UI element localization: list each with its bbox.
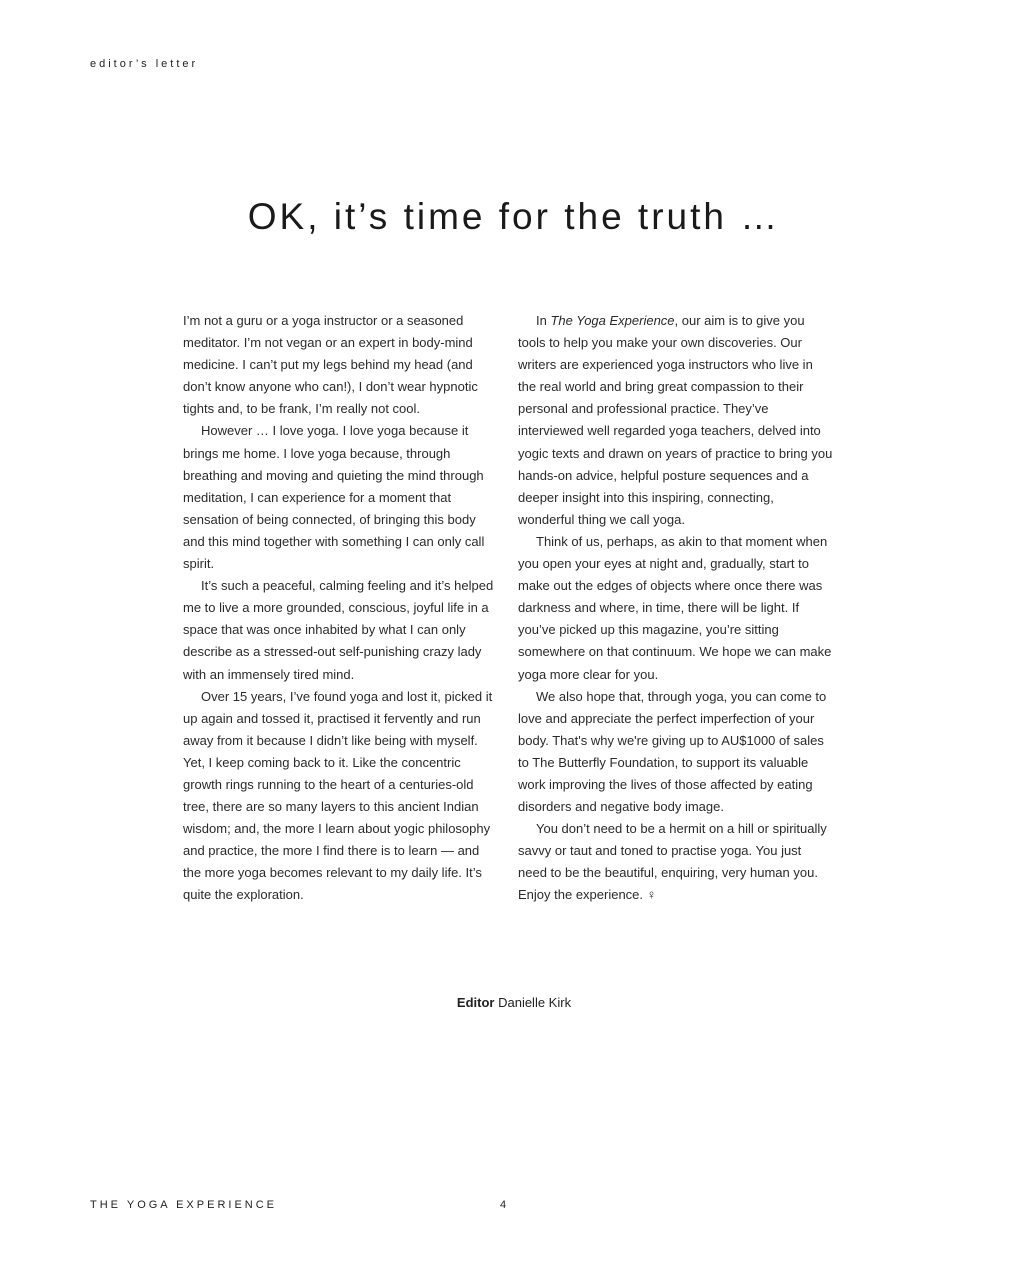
paragraph: We also hope that, through yoga, you can come to love and appreciate the perfect imperfection of your body. That's why we're giving up to AU$1000 of sales to The Butterfly Foundation, to support its valuable work improving the lives of those affected by eating disorders and negative body image. xyxy=(518,688,827,815)
footer-publication: THE YOGA EXPERIENCE xyxy=(90,1199,278,1211)
page-number: 4 xyxy=(500,1199,507,1211)
editor-signature xyxy=(0,995,1028,1010)
article-body xyxy=(183,310,833,907)
paragraph-prefix: In xyxy=(536,313,551,328)
paragraph: It’s such a peaceful, calming feeling and it’s helped me to live a more grounded, conscious, joyful life in a space that was once inhabited by what I can only describe as a stressed-out self-punishing crazy lady with an immensely tired mind. xyxy=(183,578,494,682)
paragraph: Think of us, perhaps, as akin to that moment when you open your eyes at night and, gradually, start to make out the edges of objects where once there was darkness and where, in time, there will be light. If you’ve picked up this magazine, you’re sitting somewhere on that continuum. We hope we can make yoga more clear for you. xyxy=(518,533,832,682)
paragraph-text: You don’t need to be a hermit on a hill or spiritually savvy or taut and toned to practise yoga. You just need to be the beautiful, enquiring, very human you. Enjoy the experience. xyxy=(518,821,827,903)
paragraph: Over 15 years, I’ve found yoga and lost it, picked it up again and tossed it, practised it fervently and run away from it because I didn’t like being with myself. Yet, I keep coming back to it. Like the concentric growth rings running to the heart of a centuries-old tree, there are so many layers to this ancient Indian wisdom; and, the more I learn about yogic philosophy and practice, the more I find there is to learn — and the more yoga becomes relevant to my daily life. It’s quite the exploration. xyxy=(183,688,493,903)
end-mark-icon: ♀ xyxy=(646,887,657,903)
left-column xyxy=(183,310,498,907)
paragraph: However … I love yoga. I love yoga because it brings me home. I love yoga because, through breathing and moving and quieting the mind through meditation, I can experience for a moment that sensation of being connected, of bringing this body and this mind together with something I can only call spirit. xyxy=(183,423,485,572)
signature-name: Danielle Kirk xyxy=(498,995,572,1010)
section-label: editor’s letter xyxy=(90,58,199,70)
paragraph xyxy=(518,310,833,531)
paragraph: I’m not a guru or a yoga instructor or a seasoned meditator. I’m not vegan or an expert in body-mind medicine. I can’t put my legs behind my head (and don’t know anyone who can!), I don’t wear hypnotic tights and, to be frank, I’m really not cool. xyxy=(183,313,478,417)
right-column xyxy=(518,310,833,907)
signature-role: Editor xyxy=(456,995,495,1010)
page-title: OK, it’s time for the truth … xyxy=(247,196,781,237)
paragraph-text: , our aim is to give you tools to help you make your own discoveries. Our writers are experienced yoga instructors who live in the real world and bring great compassion to their personal and professional practice. They’ve interviewed well regarded yoga teachers, delved into yogic texts and drawn on years of practice to bring you hands-on advice, helpful posture sequences and a deeper insight into this inspiring, connecting, wonderful thing we call yoga. xyxy=(518,313,833,527)
paragraph xyxy=(518,818,833,906)
magazine-title: The Yoga Experience xyxy=(550,313,675,328)
